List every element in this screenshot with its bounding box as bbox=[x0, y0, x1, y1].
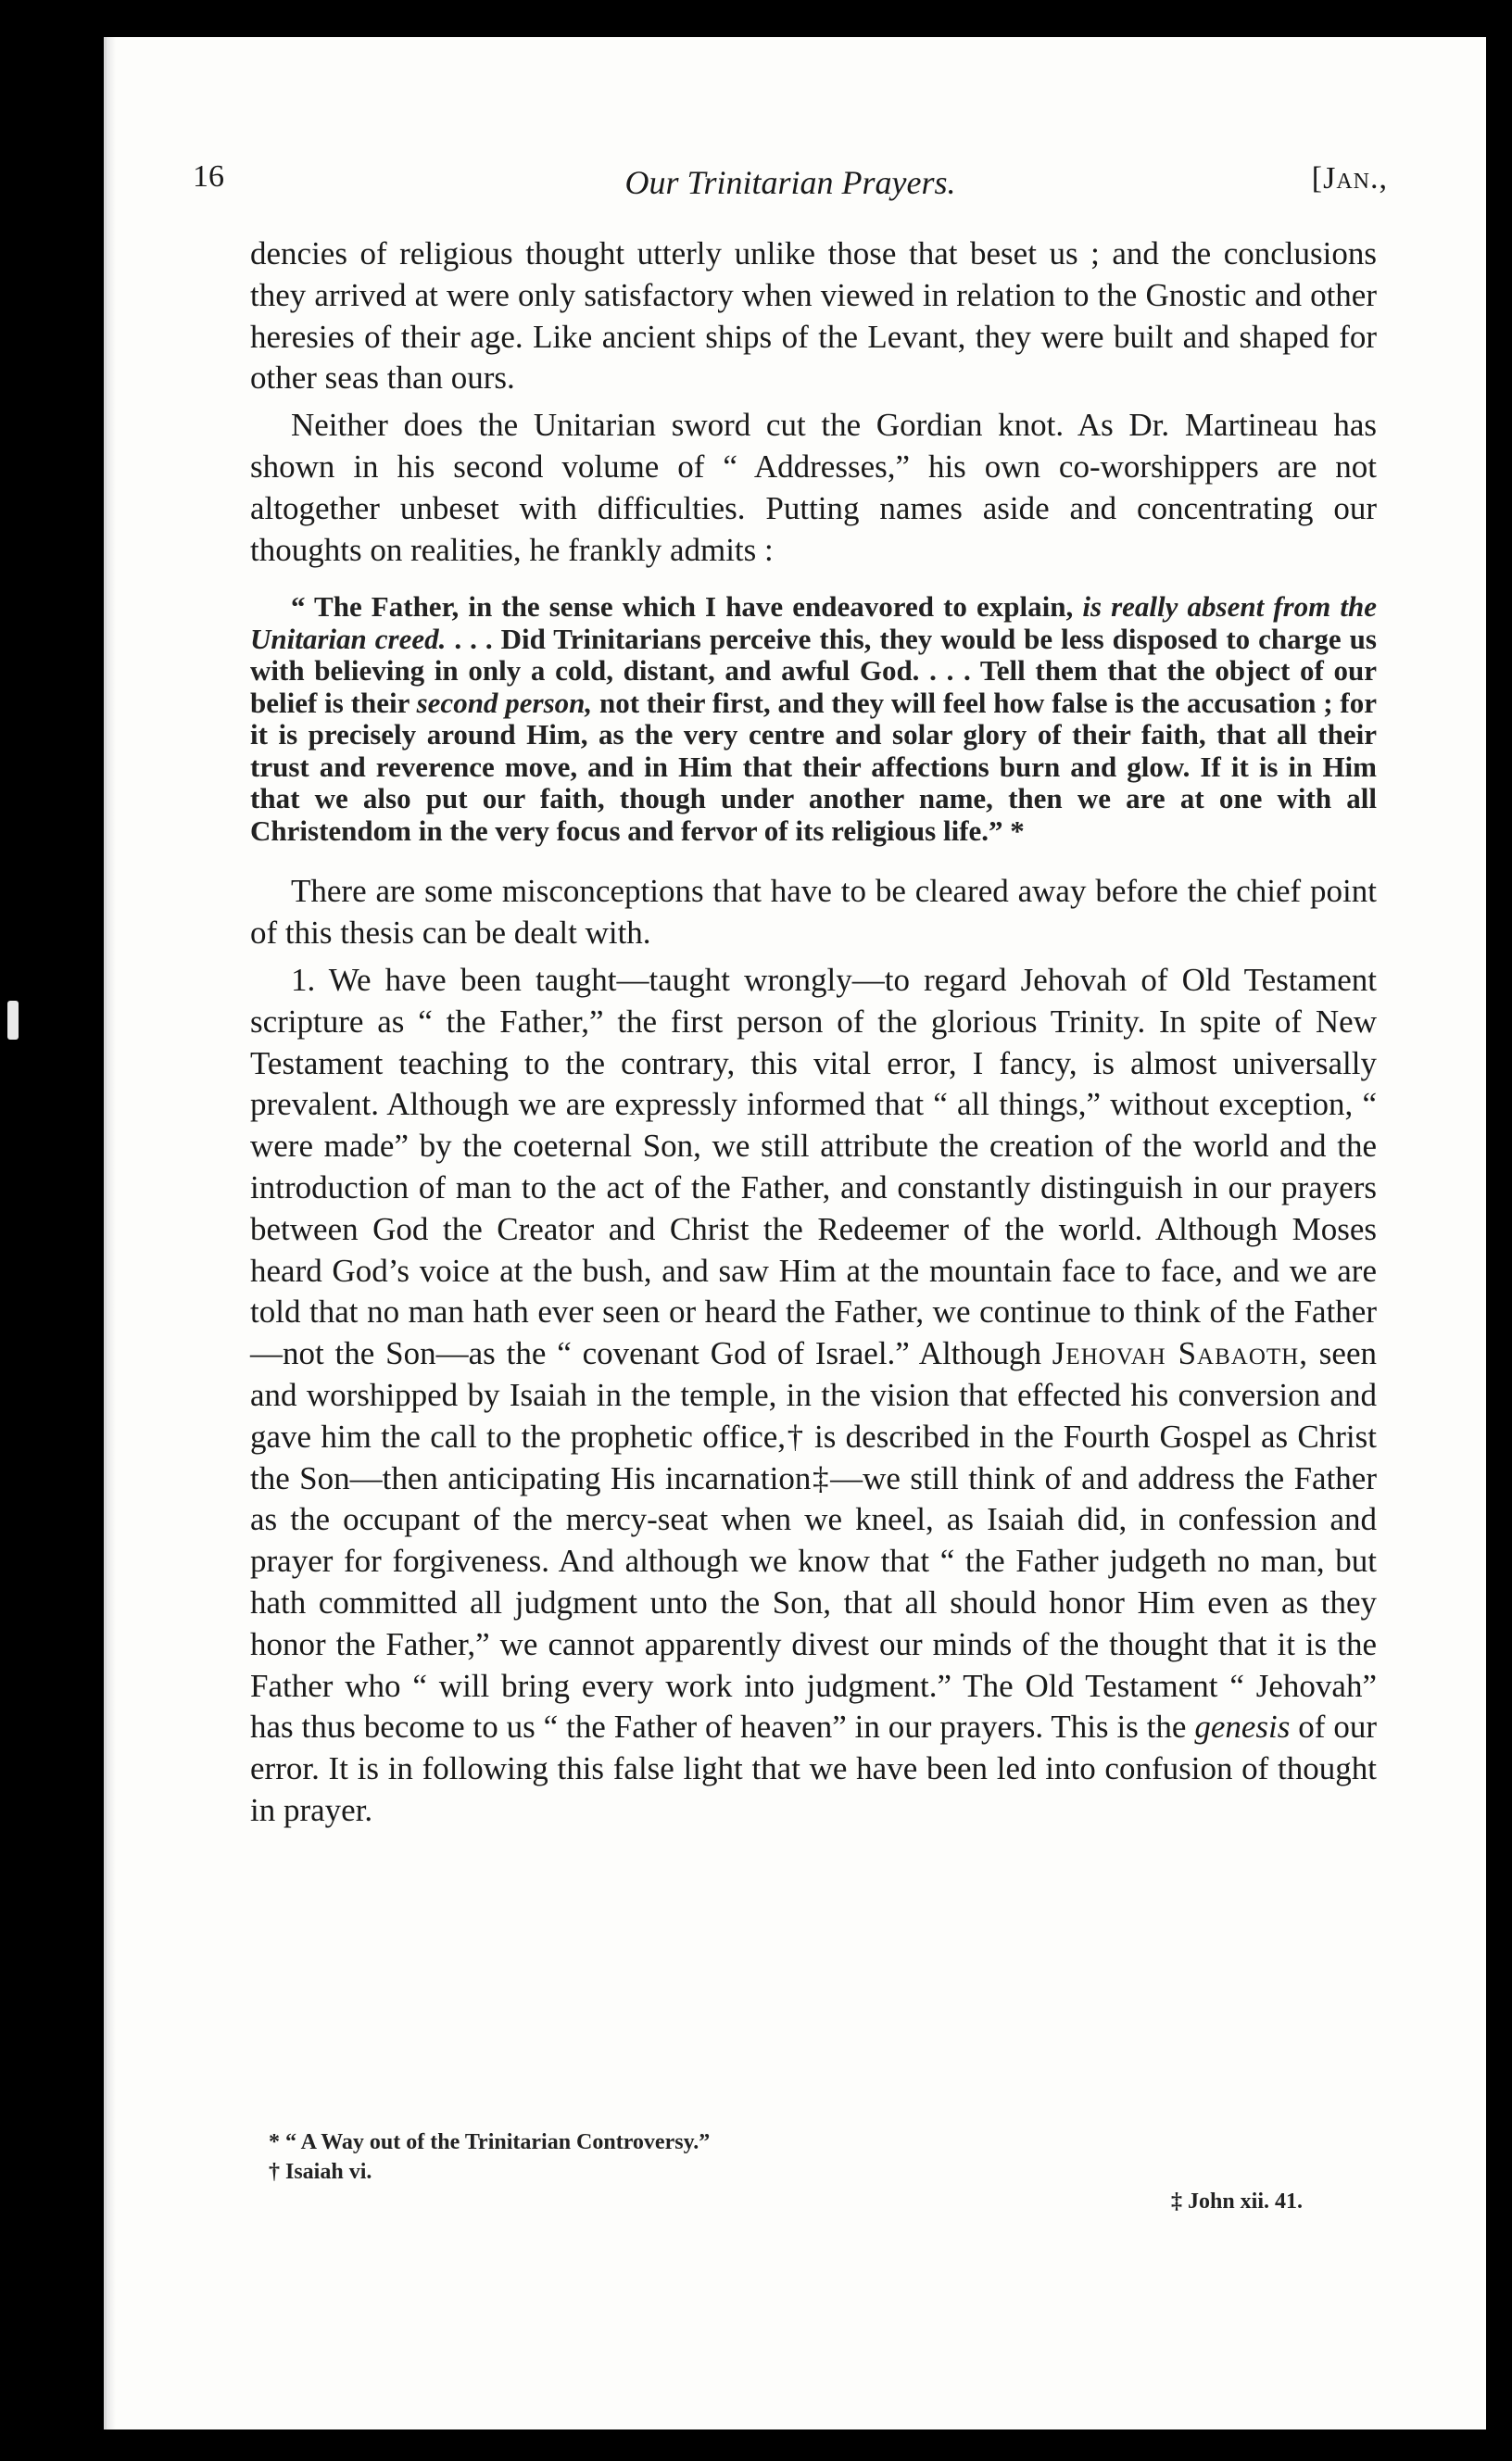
small-caps-name: Jehovah Sabaoth, bbox=[1052, 1335, 1308, 1372]
paragraph-text: seen and worshipped by Isaiah in the temple, in the vision that effected his conversion and gave him the call to the prophetic office,† is described in the Fourth Gospel as Christ the Son—then anticipating His incarnation‡—we still think of and address the Father as the occupant of the mercy-seat when we kneel, as Isaiah did, in confession and prayer for forgiveness. And although we know that “ the Father judgeth no man, but hath committed all judgment unto the Son, that all should honor Him even as they honor the Father,” we cannot apparently divest our minds of the thought that it is the Father who “ will bring every work into judgment.” The Old Testament “ Jehovah” has thus become to us “ the Father of heaven” in our prayers. This is the bbox=[250, 1335, 1377, 1746]
footnote-double-dagger: ‡ John xii. 41. bbox=[1170, 2190, 1303, 2214]
page-number: 16 bbox=[193, 159, 224, 194]
running-header bbox=[193, 159, 1388, 215]
article-body bbox=[250, 233, 1377, 1837]
martineau-quote bbox=[250, 591, 1377, 847]
paragraph-unitarian: Neither does the Unitarian sword cut the Gordian knot. As Dr. Martineau has shown in his second volume of “ Addresses,” his own co-worshippers are not altogether unbeset with difficulties. Putting names aside and concentrating our thoughts on realities, he frankly admits : bbox=[250, 407, 1377, 568]
quote-text: not their first, and they will feel how false is the accusation ; for it is precisely around Him, as the very centre and solar glory of their faith, that all their trust and reverence move, and in Him that their affections burn and glow. If it is in Him that we also put our faith, though under another name, then we are at one with all Christendom in the very focus and fervor of its religious life.” * bbox=[250, 686, 1378, 847]
paragraph-text: 1. We have been taught—taught wrongly—to regard Jehovah of Old Testament scripture as “ the Father,” the first person of the glorious Trinity. In spite of New Testament teaching to the contrary, this vital error, I fancy, is almost universally prevalent. Although we are expressly informed that “ all things,” without exception, “ were made” by the coeternal Son, we still attribute the creation of the world and the introduction of man to the act of the Father, and constantly distinguish in our prayers between God the Creator and Christ the Redeemer of the world. Although Moses heard God’s voice at the bush, and saw Him at the mountain face to face, and we are told that no man hath ever seen or heard the Father, we continue to think of the Father—not the Son—as the “ covenant God of Israel.” Although bbox=[250, 961, 1377, 1372]
quote-text: . . . Did Trinitarians perceive this, they would be less disposed to charge us with believing in only a cold, distant, and awful God. . . . Tell them that the object of our belief is their bbox=[250, 622, 1377, 719]
footnotes bbox=[269, 2127, 1377, 2214]
footnote-dagger: † Isaiah vi. bbox=[269, 2160, 372, 2184]
quote-emphasis: is really absent from the Unitarian creed. bbox=[250, 590, 1377, 655]
page-edge bbox=[107, 37, 116, 2429]
margin-mark bbox=[7, 1001, 19, 1040]
paragraph-misconceptions: There are some misconceptions that have to be cleared away before the chief point of this thesis can be dealt with. bbox=[250, 873, 1377, 952]
paragraph-text: of our error. It is in following this false light that we have been led into confusion of thought in prayer. bbox=[250, 1709, 1378, 1828]
emphasis-word: genesis bbox=[1194, 1709, 1291, 1746]
footnote-star: * “ A Way out of the Trinitarian Controversy.” bbox=[269, 2130, 711, 2154]
paragraph-point-one bbox=[250, 960, 1377, 1832]
quote-text: “ The Father, in the sense which I have endeavored to explain, bbox=[291, 590, 1083, 624]
running-date: [Jan., bbox=[1311, 161, 1388, 196]
quote-emphasis: second person, bbox=[416, 686, 593, 719]
paragraph-continuation: dencies of religious thought utterly unlike those that beset us ; and the conclusions they arrived at were only satisfactory when viewed in relation to the Gnostic and other heresies of their age. Like ancient ships of the Levant, they were built and shaped for other seas than ours. bbox=[250, 235, 1377, 397]
running-title: Our Trinitarian Prayers. bbox=[624, 164, 956, 201]
